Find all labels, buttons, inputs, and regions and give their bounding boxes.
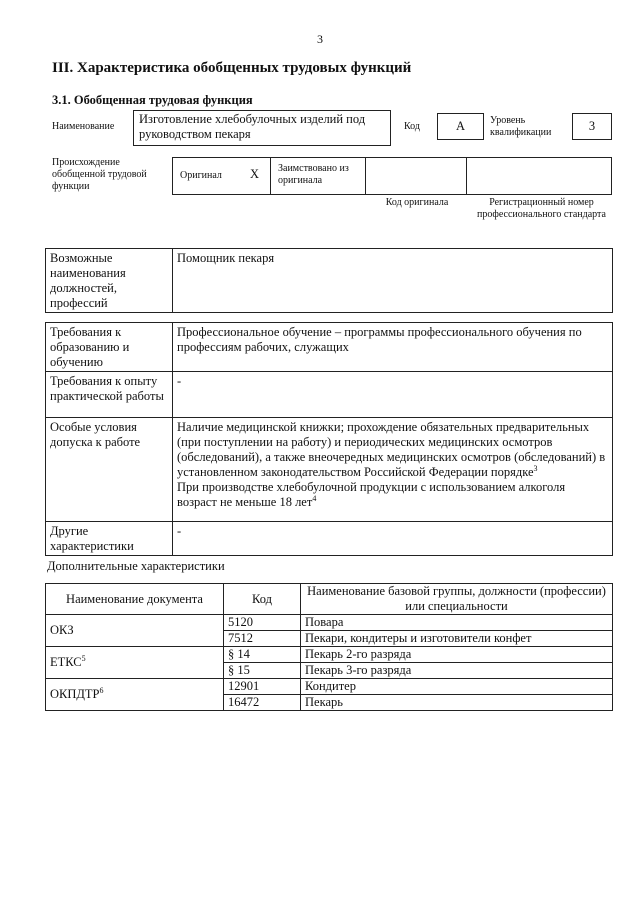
original-mark: Х — [250, 167, 260, 181]
experience-value: - — [173, 372, 613, 418]
code-value-box — [437, 113, 484, 140]
reg-number-caption: Регистрационный номер профессионального стандарта — [477, 197, 606, 220]
name-cell: Пекарь 2-го разряда — [301, 647, 613, 663]
origin-box — [172, 157, 612, 195]
original-label: Оригинал — [180, 170, 222, 181]
page-number: 3 — [317, 32, 323, 46]
name-cell: Пекарь 3-го разряда — [301, 663, 613, 679]
origin-label: Происхождение обобщенной трудовой функции — [52, 157, 147, 192]
table-row — [46, 615, 613, 631]
name-cell: Повара — [301, 615, 613, 631]
doc-okpdtr: ОКПДТР — [50, 687, 100, 701]
code-original-caption: Код оригинала — [385, 197, 449, 208]
special-conditions-value: Наличие медицинской книжки; прохождение обязательных предварительных (при поступлении на работу) и периодических медицинских осмотров (обследований), а также внеочередных медицинских осмотров (обследований) в установленном законодательством Российской Федерации порядке — [177, 420, 606, 479]
code-cell: 12901 — [224, 679, 301, 695]
other-label: Другие характеристики — [46, 522, 173, 556]
code-value: А — [455, 119, 466, 133]
footnote-ref: 4 — [312, 493, 317, 503]
positions-value: Помощник пекаря — [173, 249, 613, 313]
borrowed-label: Заимствовано из оригинала — [278, 163, 349, 186]
code-label: Код — [404, 121, 420, 132]
table-row — [46, 647, 613, 663]
level-value: 3 — [588, 119, 596, 133]
additional-title: Дополнительные характеристики — [47, 559, 225, 573]
header-document: Наименование документа — [46, 584, 224, 615]
table-row — [46, 522, 613, 556]
doc-etks: ЕТКС — [50, 655, 82, 669]
footnote-ref: 5 — [81, 653, 86, 663]
subsection-title: 3.1. Обобщенная трудовая функция — [52, 93, 253, 107]
education-label: Требования к образованию и обучению — [46, 323, 173, 372]
name-cell: Пекари, кондитеры и изготовители конфет — [301, 631, 613, 647]
other-value: - — [173, 522, 613, 556]
special-conditions-label: Особые условия допуска к работе — [46, 418, 173, 522]
name-cell: Кондитер — [301, 679, 613, 695]
table-row — [46, 323, 613, 372]
header-code: Код — [224, 584, 301, 615]
footnote-ref: 3 — [533, 463, 538, 473]
name-cell: Пекарь — [301, 695, 613, 711]
table-row — [46, 679, 613, 695]
education-value: Профессиональное обучение – программы профессионального обучения по профессиям рабочих, служащих — [173, 323, 613, 372]
doc-okz: ОКЗ — [50, 623, 74, 637]
level-value-box — [572, 113, 612, 140]
table-row — [46, 372, 613, 418]
section-title: III. Характеристика обобщенных трудовых функций — [52, 60, 412, 76]
name-label: Наименование — [52, 121, 115, 132]
code-cell: § 14 — [224, 647, 301, 663]
positions-table — [45, 248, 613, 313]
special-conditions-value-2: При производстве хлебобулочной продукции с использованием алкоголя возраст не меньше 18 лет — [177, 480, 566, 509]
experience-label: Требования к опыту практической работы — [46, 372, 173, 418]
header-name: Наименование базовой группы, должности (профессии) или специальности — [301, 584, 613, 615]
code-cell: 5120 — [224, 615, 301, 631]
code-cell: 16472 — [224, 695, 301, 711]
name-value: Изготовление хлебобулочных изделий под руководством пекаря — [139, 112, 366, 141]
name-value-box — [133, 110, 391, 146]
table-row — [46, 418, 613, 522]
special-conditions-cell — [173, 418, 613, 522]
level-label: Уровень квалификации — [490, 115, 552, 138]
positions-label: Возможные наименования должностей, профессий — [46, 249, 173, 313]
requirements-table — [45, 322, 613, 556]
table-header-row — [46, 584, 613, 615]
footnote-ref: 6 — [99, 685, 104, 695]
additional-table — [45, 583, 613, 711]
code-cell: § 15 — [224, 663, 301, 679]
code-cell: 7512 — [224, 631, 301, 647]
